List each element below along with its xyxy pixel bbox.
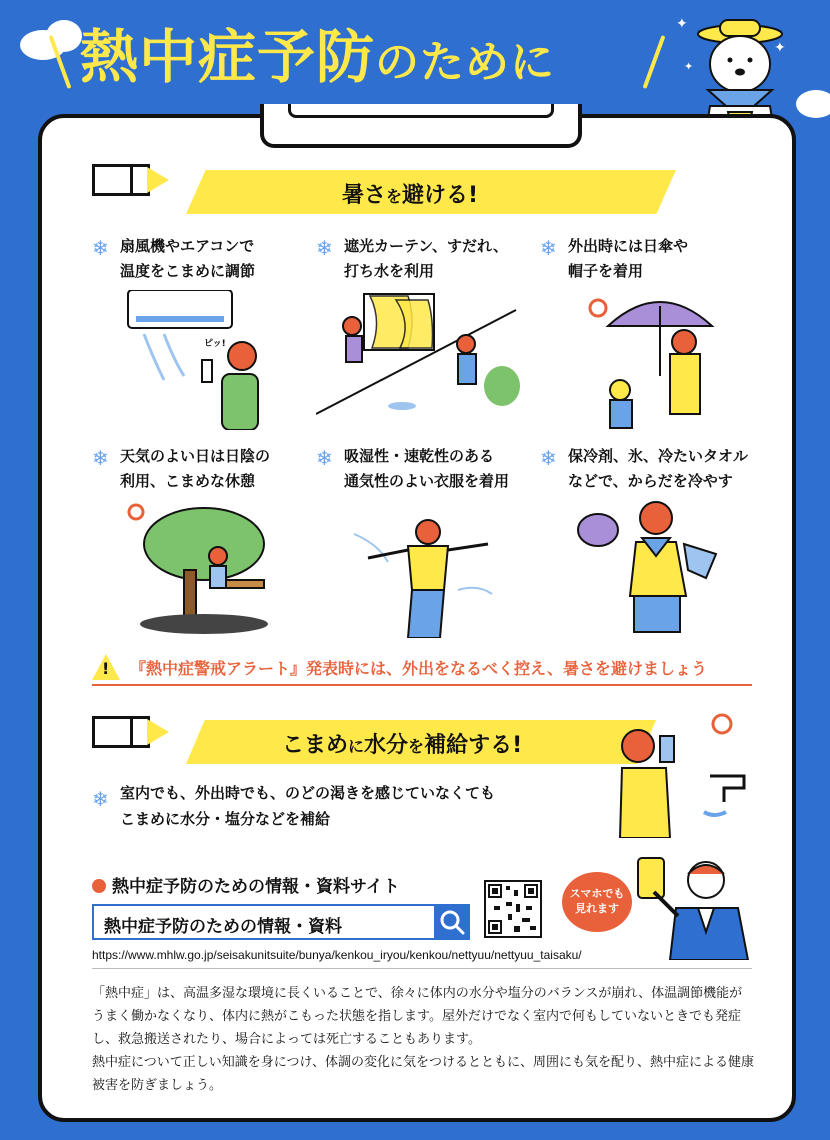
section-title-hydrate: こまめに水分を補給する! [282, 733, 523, 758]
tip-text: 外出時には日傘や 帽子を着用 [568, 237, 689, 280]
tip-text: 吸湿性・速乾性のある 通気性のよい衣服を着用 [344, 447, 510, 490]
snowflake-icon: ❄ [540, 446, 557, 470]
search-button[interactable] [434, 904, 470, 940]
speech-bubble: ピッ! [204, 339, 226, 349]
description-paragraph: 「熱中症」は、高温多湿な環境に長くいることで、徐々に体内の水分や塩分のバランスが崩れ、体温調節機能がうまく働かなくなり、体内に熱がこもった状態を指します。屋外だけでなく室内で何もしていないときでも発症し、救急搬送されたり、場合によっては死亡することもあります。 [92, 986, 743, 1047]
page-title-main: 熱中症予防 [80, 23, 376, 91]
hydration-tip-text: 室内でも、外出時でも、のどの渇きを感じていなくても こまめに水分・塩分などを補給 [120, 784, 496, 828]
sparkle-icon: ✦ [774, 40, 786, 56]
sparkle-icon: ✦ [684, 60, 694, 73]
cloud-decoration [796, 90, 830, 118]
section-title-avoid-heat: 暑さを避ける! [342, 183, 479, 208]
search-icon [434, 904, 470, 940]
info-site-url[interactable]: https://www.mhlw.go.jp/seisakunitsuite/bunya/kenkou_iryou/kenkou/nettyuu/nettyuu_taisaku/ [92, 948, 582, 962]
search-query-text: 熱中症予防のための情報・資料 [104, 917, 342, 937]
tip-text: 天気のよい日は日陰の 利用、こまめな休憩 [120, 447, 271, 490]
snowflake-icon: ❄ [540, 236, 557, 260]
snowflake-icon: ❄ [316, 446, 333, 470]
section-divider [92, 968, 752, 969]
snowflake-icon: ❄ [92, 236, 109, 260]
bullet-dot-icon [92, 879, 106, 893]
qr-code[interactable] [484, 880, 542, 938]
air-conditioner-illustration [124, 290, 274, 430]
info-site-heading: 熱中症予防のための情報・資料サイト [92, 872, 400, 897]
badge-line-1: スマホでも [569, 887, 625, 900]
businessman-smartphone-illustration [634, 852, 758, 960]
page-title [80, 23, 556, 91]
description-paragraph: 熱中症について正しい知識を身につけ、体調の変化に気をつけるとともに、周囲にも気を配り、熱中症による健康被害を防ぎましょう。 [92, 1055, 754, 1093]
heat-alert-notice: ! 『熱中症警戒アラート』発表時には、外出をなるべく控え、暑さを避けましょう [92, 654, 752, 686]
cooling-towel-illustration [576, 496, 726, 636]
drinking-water-illustration [604, 706, 754, 838]
heat-alert-text: 『熱中症警戒アラート』発表時には、外出をなるべく控え、暑さを避けましょう [130, 659, 707, 678]
search-input[interactable] [92, 904, 470, 940]
title-slash-right [643, 35, 666, 89]
badge-line-2: 見れます [575, 902, 619, 915]
tip-text: 遮光カーテン、すだれ、 打ち水を利用 [344, 237, 508, 280]
curtain-watering-illustration [316, 290, 526, 420]
snowflake-icon: ❄ [316, 236, 333, 260]
snowflake-icon: ❄ [92, 787, 109, 811]
sparkle-icon: ✦ [676, 16, 688, 32]
snowflake-icon: ❄ [92, 446, 109, 470]
shade-bench-illustration [124, 500, 274, 636]
qr-code-pattern [486, 882, 540, 936]
umbrella-illustration [580, 286, 730, 430]
page-title-sub: のために [375, 37, 556, 88]
smartphone-badge [562, 872, 632, 932]
pencil-icon [92, 716, 172, 746]
clipboard-clip-slot [288, 104, 554, 118]
description [92, 982, 754, 1097]
tip-text: 扇風機やエアコンで 温度をこまめに調節 [120, 237, 256, 280]
tip-text: 保冷剤、氷、冷たいタオル などで、からだを冷やす [568, 447, 749, 490]
pencil-icon [92, 164, 172, 194]
breathable-clothes-illustration [348, 504, 498, 638]
